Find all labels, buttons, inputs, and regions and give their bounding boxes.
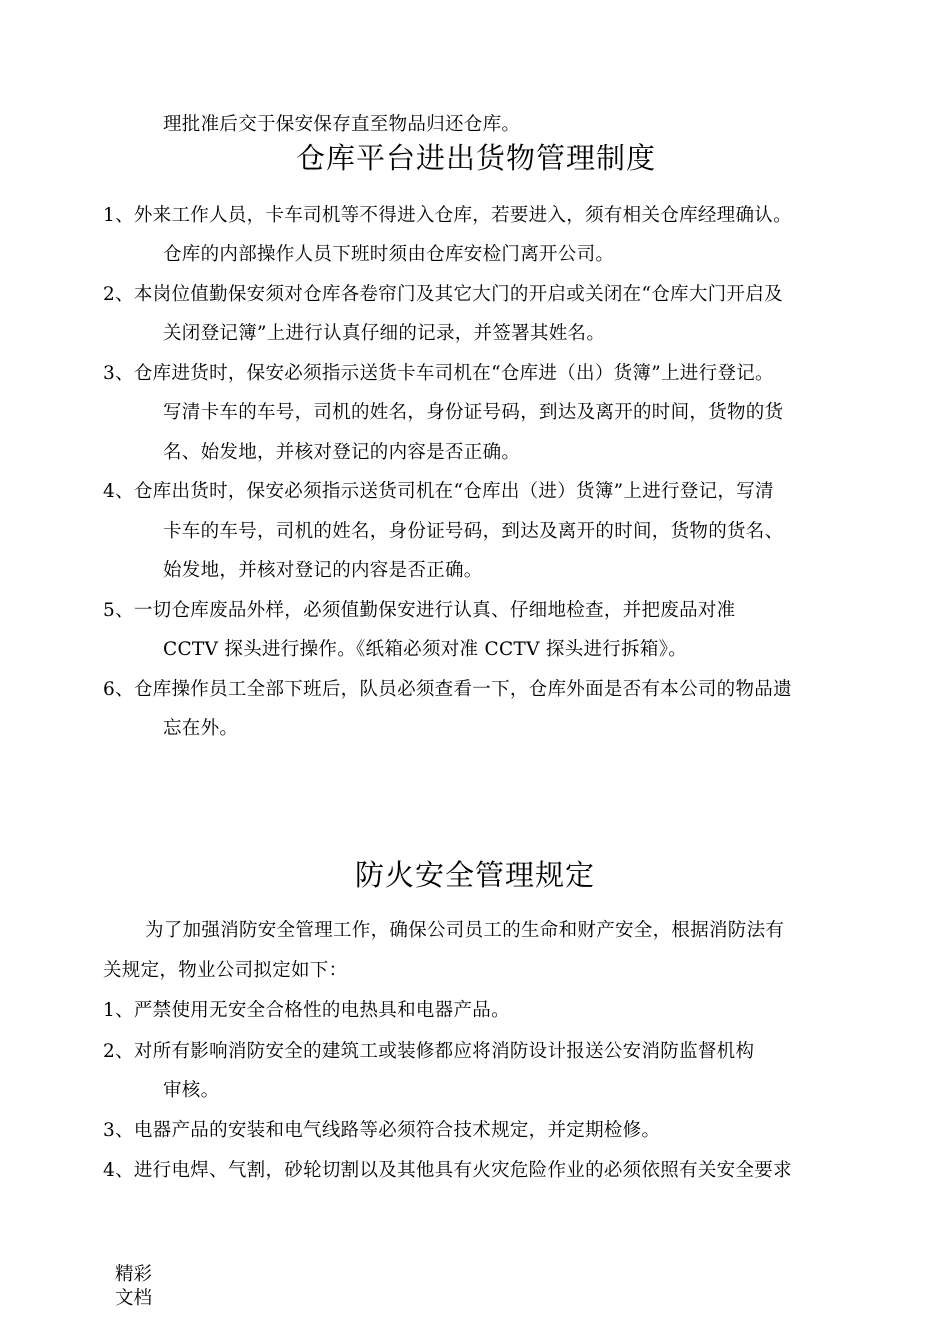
s2-item1-line1: 1、严禁使用无安全合格性的电热具和电器产品。 (103, 1000, 510, 1021)
s1-item6-line2: 忘在外。 (163, 718, 239, 739)
s2-item2-line2: 审核。 (163, 1080, 220, 1101)
s1-item6-line1: 6、仓库操作员工全部下班后，队员必须查看一下，仓库外面是否有本公司的物品遗 (103, 679, 792, 700)
s1-item3-line1: 3、仓库进货时，保安必须指示送货卡车司机在“仓库进（出）货簿”上进行登记。 (103, 363, 774, 384)
s2-item4-line1: 4、进行电焊、气割，砂轮切割以及其他具有火灾危险作业的必须依照有关安全要求 (103, 1160, 792, 1181)
s1-item4-line2: 卡车的车号，司机的姓名，身份证号码，到达及离开的时间，货物的货名、 (163, 521, 784, 542)
section-title-warehouse: 仓库平台进出货物管理制度 (296, 141, 657, 175)
s1-item5-line2: CCTV 探头进行操作。《纸箱必须对准 CCTV 探头进行拆箱》。 (163, 639, 688, 660)
s2-item2-line1: 2、对所有影响消防安全的建筑工或装修都应将消防设计报送公安消防监督机构 (103, 1041, 755, 1062)
s1-item1-line1: 1、外来工作人员，卡车司机等不得进入仓库，若要进入，须有相关仓库经理确认。 (103, 205, 792, 226)
s1-item4-line1: 4、仓库出货时，保安必须指示送货司机在“仓库出（进）货簿”上进行登记，写清 (103, 481, 774, 502)
s1-item2-line1: 2、本岗位值勤保安须对仓库各卷帘门及其它大门的开启或关闭在“仓库大门开启及 (103, 284, 783, 305)
continuation-text: 理批准后交于保安保存直至物品归还仓库。 (163, 114, 521, 135)
s1-item3-line3: 名、始发地，并核对登记的内容是否正确。 (163, 442, 521, 463)
s2-item3-line1: 3、电器产品的安装和电气线路等必须符合技术规定，并定期检修。 (103, 1120, 661, 1141)
s1-item4-line3: 始发地，并核对登记的内容是否正确。 (163, 560, 483, 581)
s1-item3-line2: 写清卡车的车号，司机的姓名，身份证号码，到达及离开的时间，货物的货 (163, 402, 784, 423)
s2-intro-line2: 关规定，物业公司拟定如下： (103, 960, 348, 981)
section-title-fire-safety: 防火安全管理规定 (355, 858, 596, 892)
s1-item2-line2: 关闭登记簿”上进行认真仔细的记录，并签署其姓名。 (163, 323, 606, 344)
footer-text-line1: 精彩 (115, 1264, 153, 1285)
s2-intro-line1: 为了加强消防安全管理工作，确保公司员工的生命和财产安全，根据消防法有 (145, 920, 785, 941)
s1-item1-line2: 仓库的内部操作人员下班时须由仓库安检门离开公司。 (163, 244, 615, 265)
s1-item5-line1: 5、一切仓库废品外样，必须值勤保安进行认真、仔细地检查，并把废品对准 (103, 600, 736, 621)
footer-text-line2: 文档 (115, 1288, 153, 1309)
